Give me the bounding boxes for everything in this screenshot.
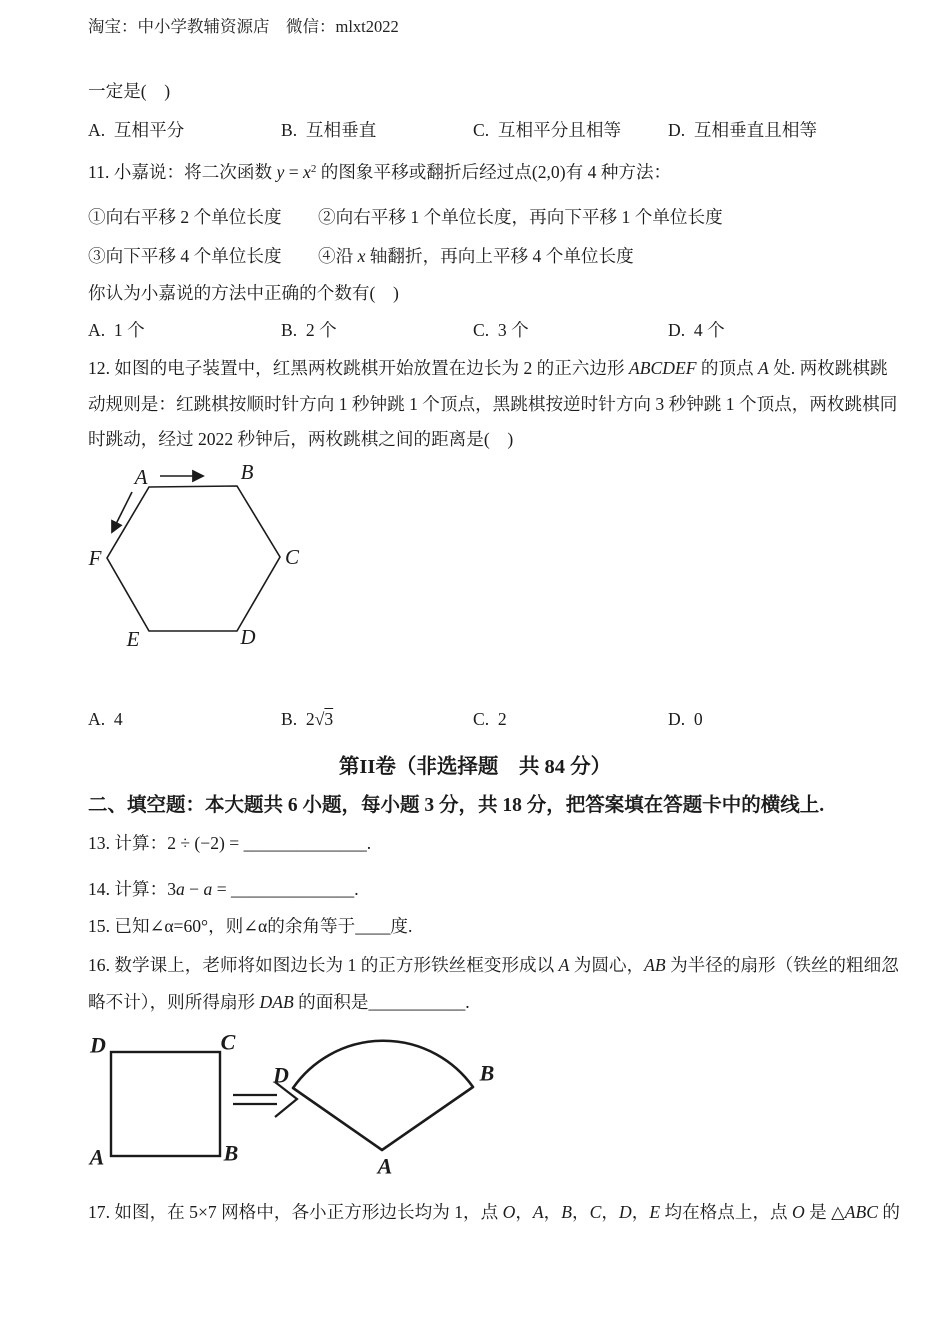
text-segment: D. 互相垂直且相等 (668, 120, 818, 140)
q10-options-row (88, 119, 918, 142)
text-segment: ______________. (243, 833, 372, 853)
q11-option-b (281, 319, 337, 342)
text-segment: ， (572, 1202, 590, 1222)
text-segment: △ (831, 1202, 845, 1222)
section2-title: 第II卷（非选择题 共 84 分） (338, 756, 612, 778)
text-segment: 12. 如图的电子装置中，红黑两枚跳棋开始放置在边长为 2 的正六边形 (88, 358, 630, 378)
text-segment: 略不计），则所得扇形 (88, 992, 260, 1012)
text-segment: ， (601, 1202, 619, 1222)
text-segment: 13. 计算： (88, 833, 168, 853)
sector-label-d: D (273, 1062, 289, 1088)
text-segment: B. 2 (281, 709, 315, 729)
text-segment: ___________. (368, 992, 470, 1012)
q10-option-d (668, 119, 817, 142)
text-segment: 3 (324, 709, 334, 729)
q11-method-4 (318, 245, 634, 268)
text-segment: 3 (167, 879, 176, 899)
sector-label-b: B (479, 1060, 495, 1086)
text-segment: C (589, 1202, 602, 1222)
text-segment: ABC (844, 1202, 878, 1222)
q12-options-row (88, 708, 918, 731)
text-segment: 11. 小嘉说：将二次函数 (88, 162, 277, 182)
text-segment: ， (543, 1202, 562, 1222)
text-segment: 处. 两枚跳棋跳 (768, 358, 888, 378)
text-segment: C. 3 个 (473, 320, 529, 340)
text-segment: 的面积是 (293, 992, 369, 1012)
hexagon-label-f: F (88, 546, 102, 570)
hexagon-label-b: B (240, 460, 254, 484)
hexagon-label-e: E (126, 627, 140, 651)
text-segment: A (558, 955, 570, 975)
text-segment: D (619, 1202, 632, 1222)
text-segment: 2 (310, 163, 317, 175)
text-segment: a (203, 879, 213, 899)
q12-line-2: 动规则是：红跳棋按顺时针方向 1 秒钟跳 1 个顶点，黑跳棋按逆时针方向 3 秒钟跳 1 个顶点，两枚跳棋同 (88, 394, 898, 414)
text-segment: DAB (259, 992, 294, 1012)
square-label-d: D (90, 1032, 106, 1058)
text-segment: A. 互相平分 (88, 120, 185, 140)
hexagon-label-a: A (134, 465, 148, 489)
text-segment: D. 4 个 (668, 320, 725, 340)
text-segment: 16. 数学课上，老师将如图边长为 1 的正方形铁丝框变形成以 (88, 955, 559, 975)
text-segment: A (758, 358, 769, 378)
text-segment: x (303, 162, 311, 182)
text-segment: − (184, 879, 204, 899)
section2-subtitle: 二、填空题：本大题共 6 小题，每小题 3 分，共 18 分，把答案填在答题卡中的横线上. (88, 795, 825, 816)
header-shop-info: 淘宝：中小学教辅资源店 微信：mlxt2022 (88, 17, 399, 36)
q12-option-c (473, 708, 507, 731)
hexagon-label-c: C (284, 545, 300, 569)
q10-option-a (88, 119, 184, 142)
q12-hexagon-figure (60, 452, 340, 662)
text-segment: 的 (877, 1202, 900, 1222)
text-segment: = (212, 879, 232, 899)
sector-outline (293, 1041, 473, 1150)
q16-line-2 (88, 991, 470, 1014)
text-segment: C. 2 (473, 709, 507, 729)
square-label-a: A (89, 1144, 105, 1170)
q16-square-to-sector-figure (75, 1028, 525, 1188)
text-segment: 为圆心， (569, 955, 645, 975)
q12-line-3: 时跳动，经过 2022 秒钟后，两枚跳棋之间的距离是( ) (88, 429, 514, 449)
q10-stem-tail: 一定是( ) (88, 81, 171, 101)
text-segment: ， (631, 1202, 650, 1222)
hexagon-label-d: D (240, 625, 256, 649)
arrow-a-to-f-icon (112, 492, 132, 532)
text-segment: ， (515, 1202, 533, 1222)
q15-line: 15. 已知∠α=60°，则∠α的余角等于____度. (88, 916, 413, 936)
text-segment: AB (644, 955, 666, 975)
q10-option-b (281, 119, 376, 142)
text-segment: 17. 如图，在 5×7 网格中，各小正方形边长均为 1，点 (88, 1202, 503, 1222)
q12-line-1 (88, 357, 888, 380)
text-segment: A (532, 1202, 544, 1222)
q12-option-b (281, 708, 333, 731)
text-segment: B (561, 1202, 573, 1222)
q16-line-1 (88, 954, 899, 977)
text-segment: √ (314, 709, 325, 729)
text-segment: O (792, 1202, 805, 1222)
text-segment: 的顶点 (696, 358, 759, 378)
text-segment: 的图象平移或翻折后经过点(2,0)有 4 种方法： (316, 162, 672, 182)
text-segment: A. 4 (88, 709, 123, 729)
q11-option-c (473, 319, 529, 342)
text-segment: 是 (804, 1202, 832, 1222)
q11-option-a (88, 319, 145, 342)
q11-method-1: ①向右平移 2 个单位长度 (88, 207, 282, 227)
q12-option-d (668, 708, 703, 731)
q14-line (88, 878, 359, 901)
square-label-c: C (220, 1029, 236, 1055)
text-segment: 2 ÷ (−2) = (167, 833, 244, 853)
q11-method-3: ③向下平移 4 个单位长度 (88, 246, 282, 266)
text-segment: ABCDEF (629, 358, 697, 378)
hexagon-outline (107, 486, 280, 631)
q11-stem (88, 158, 671, 184)
text-segment: ______________. (231, 879, 359, 899)
q11-method-2: ②向右平移 1 个单位长度，再向下平移 1 个单位长度 (318, 207, 723, 227)
text-segment: E (649, 1202, 661, 1222)
q12-option-a (88, 708, 123, 731)
q11-options-row (88, 319, 918, 342)
text-segment: D. 0 (668, 709, 703, 729)
text-segment: 轴翻折，再向上平移 4 个单位长度 (365, 246, 634, 266)
text-segment: 均在格点上，点 (660, 1202, 793, 1222)
square-label-b: B (223, 1140, 239, 1166)
text-segment: A. 1 个 (88, 320, 145, 340)
square-outline (111, 1052, 220, 1156)
q10-option-c (473, 119, 621, 142)
text-segment: = (284, 162, 304, 182)
text-segment: B. 2 个 (281, 320, 337, 340)
sector-label-a: A (377, 1153, 393, 1179)
text-segment: 14. 计算： (88, 879, 168, 899)
text-segment: ④沿 (318, 246, 358, 266)
text-segment: B. 互相垂直 (281, 120, 377, 140)
q11-option-d (668, 319, 725, 342)
text-segment: x (357, 246, 366, 266)
text-segment: 为半径的扇形（铁丝的粗细忽 (665, 955, 899, 975)
text-segment: y (276, 162, 285, 182)
q17-line (88, 1201, 900, 1224)
text-segment: C. 互相平分且相等 (473, 120, 622, 140)
text-segment: O (502, 1202, 516, 1222)
q11-question: 你认为小嘉说的方法中正确的个数有( ) (88, 283, 399, 303)
text-segment: a (175, 879, 185, 899)
q13-line (88, 832, 371, 855)
